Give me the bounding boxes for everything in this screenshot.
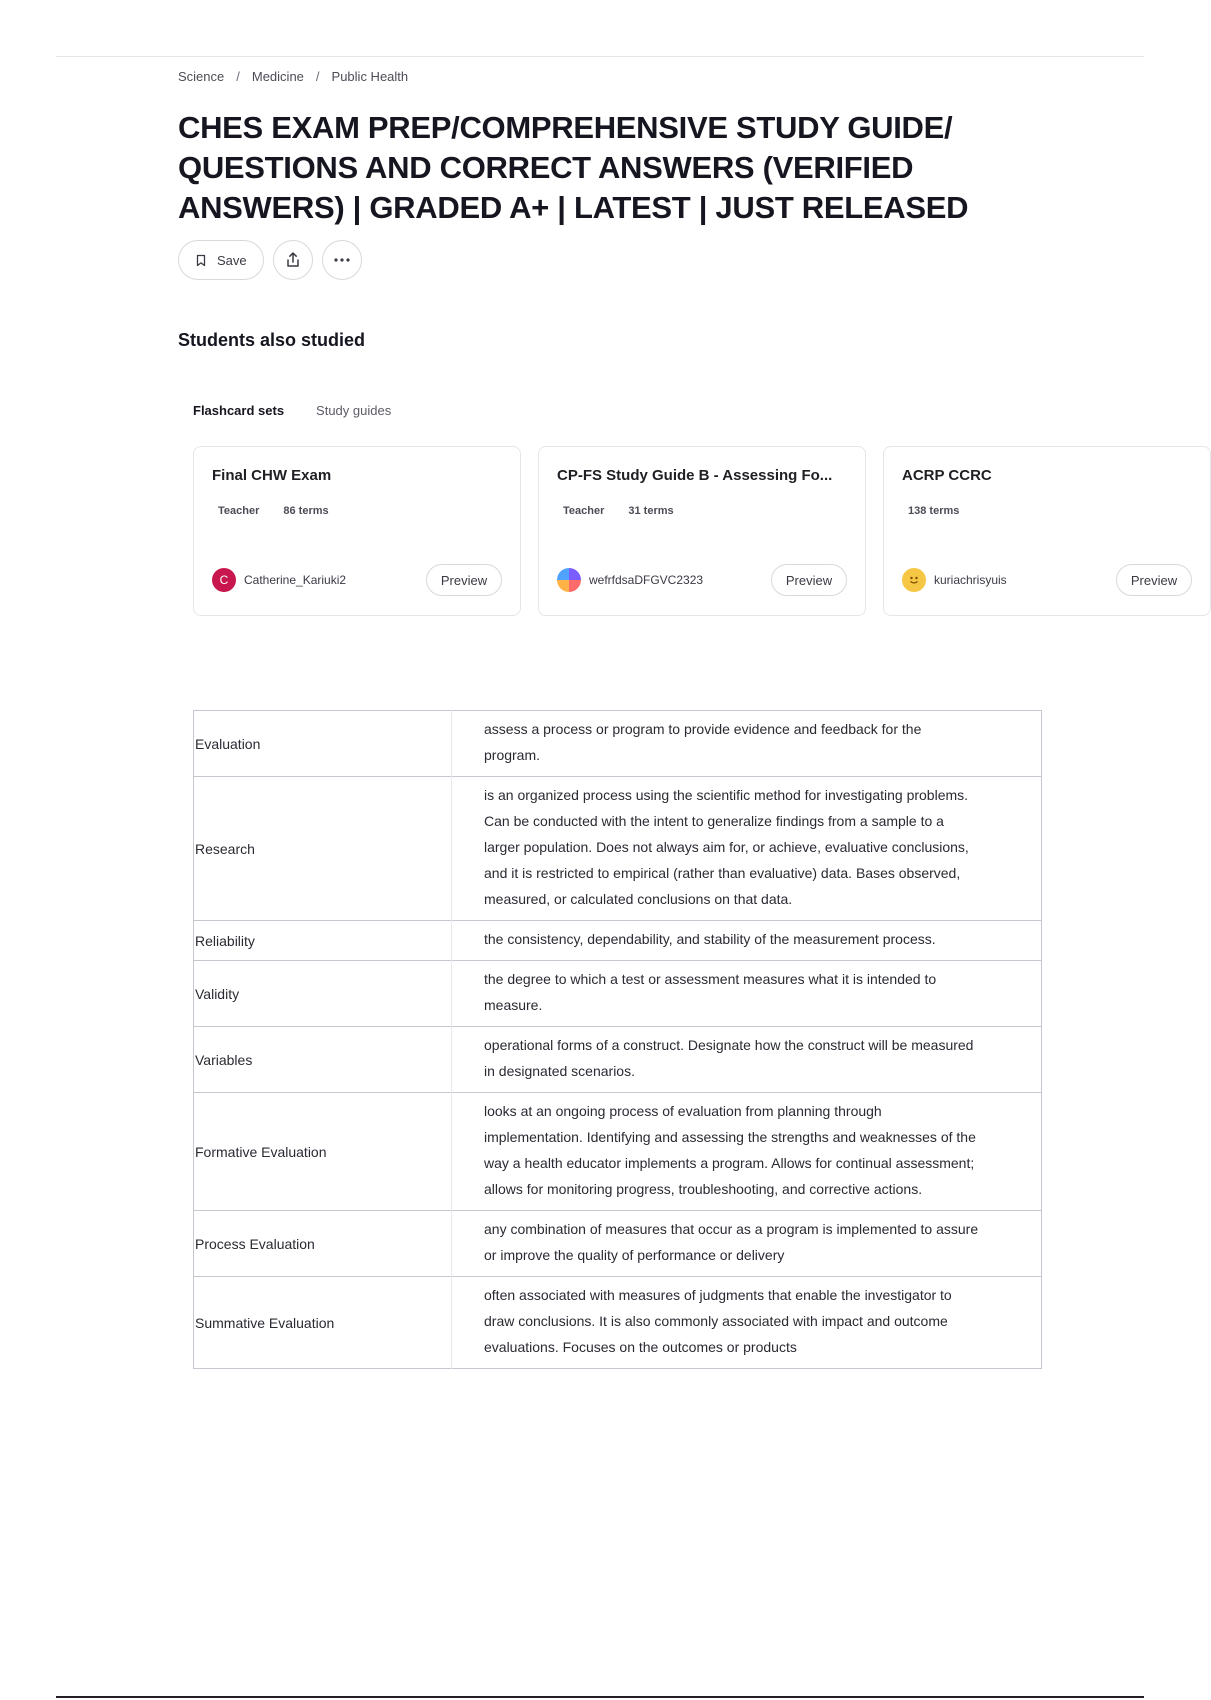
term-cell: Reliability <box>194 921 452 961</box>
card-author[interactable]: kuriachrisyuis <box>934 573 1007 587</box>
preview-button[interactable]: Preview <box>426 564 502 596</box>
term-count: 86 terms <box>283 505 329 517</box>
flashcard-set-card[interactable] <box>883 446 1211 616</box>
share-button[interactable] <box>273 240 313 280</box>
students-also-studied-heading: Students also studied <box>178 330 366 350</box>
preview-button[interactable]: Preview <box>1116 564 1192 596</box>
card-author[interactable]: wefrfdsaDFGVC2323 <box>589 573 704 587</box>
action-bar <box>178 240 1038 280</box>
table-row <box>194 961 1042 1027</box>
table-row <box>194 1093 1042 1211</box>
teacher-badge: Teacher <box>563 505 605 517</box>
definition-cell: is an organized process using the scientific method for investigating problems. Can be conducted with the intent to generalize findings from a sample to a larger population. Does not always aim for, or achieve, evaluative conclusions, and it is restricted to empirical (rather than evaluative) data. Bases observed, measured, or calculated conclusions on that data. <box>452 777 1042 921</box>
term-cell: Validity <box>194 961 452 1027</box>
breadcrumb <box>178 66 1038 86</box>
definition-cell: assess a process or program to provide evidence and feedback for the program. <box>484 721 922 763</box>
save-button[interactable] <box>178 240 264 280</box>
definition-cell: any combination of measures that occur as a program is implemented to assure or improve the quality of performance or delivery <box>452 1211 1042 1277</box>
term-cell: Formative Evaluation <box>194 1093 452 1211</box>
definition-cell: often associated with measures of judgments that enable the investigator to draw conclusions. It is also commonly associated with impact and outcome evaluations. Focuses on the outcomes or products <box>452 1277 1042 1369</box>
card-footer <box>212 563 502 597</box>
definition-cell: looks at an ongoing process of evaluation from planning through implementation. Identifying and assessing the strengths and weaknesses of the way a health educator implements a program. Allows for continual assessment; allows for monitoring progress, troubleshooting, and corrective actions. <box>452 1093 1042 1211</box>
term-cell: Summative Evaluation <box>194 1277 452 1369</box>
tab-study-guides[interactable]: Study guides <box>316 402 392 418</box>
breadcrumb-public-health[interactable]: Public Health <box>331 68 409 84</box>
breadcrumb-medicine[interactable]: Medicine <box>251 68 304 84</box>
term-count: 138 terms <box>908 505 960 517</box>
card-author[interactable]: Catherine_Kariuki2 <box>244 573 347 587</box>
table-row <box>194 1027 1042 1093</box>
main-content <box>178 66 1178 618</box>
more-horizontal-icon <box>333 257 351 263</box>
terms-table <box>193 710 1042 1369</box>
term-cell: Evaluation <box>194 711 452 777</box>
card-meta <box>557 505 847 519</box>
table-row <box>194 1277 1042 1369</box>
smiley-icon <box>906 572 922 588</box>
content-type-tabs <box>178 400 1038 420</box>
card-title: CP-FS Study Guide B - Assessing Fo... <box>557 467 833 484</box>
term-cell: Process Evaluation <box>194 1211 452 1277</box>
flashcard-set-card[interactable] <box>193 446 521 616</box>
breadcrumb-separator: / <box>236 68 240 84</box>
term-cell: Variables <box>194 1027 452 1093</box>
flashcard-set-card[interactable] <box>538 446 866 616</box>
bookmark-icon <box>195 254 207 267</box>
preview-button[interactable]: Preview <box>771 564 847 596</box>
save-label: Save <box>217 252 247 268</box>
card-footer <box>902 563 1192 597</box>
table-row <box>194 1211 1042 1277</box>
page-title: CHES EXAM PREP/COMPREHENSIVE STUDY GUIDE/ QUESTIONS AND CORRECT ANSWERS (VERIFIED ANSWERS) | GRADED A+ | LATEST | JUST RELEASED <box>178 110 969 225</box>
more-options-button[interactable] <box>322 240 362 280</box>
avatar: C <box>212 568 236 592</box>
avatar <box>902 568 926 592</box>
bottom-divider <box>56 1696 1144 1698</box>
definition-cell: the consistency, dependability, and stability of the measurement process. <box>452 921 1042 961</box>
definition-cell: the degree to which a test or assessment measures what it is intended to measure. <box>452 961 1042 1027</box>
share-icon <box>284 251 302 269</box>
table-row <box>194 711 1042 777</box>
card-title: ACRP CCRC <box>902 467 992 484</box>
table-row <box>194 921 1042 961</box>
avatar <box>557 568 581 592</box>
table-row <box>194 777 1042 921</box>
breadcrumb-separator: / <box>315 68 320 84</box>
breadcrumb-science[interactable]: Science <box>178 68 225 84</box>
term-cell: Research <box>194 777 452 921</box>
card-meta <box>212 505 502 519</box>
cards-carousel <box>193 446 1178 618</box>
definition-cell: operational forms of a construct. Designate how the construct will be measured in designated scenarios. <box>452 1027 1042 1093</box>
tab-flashcard-sets[interactable]: Flashcard sets <box>193 402 285 418</box>
term-count: 31 terms <box>628 505 674 517</box>
card-meta <box>902 505 1192 519</box>
card-footer <box>557 563 847 597</box>
teacher-badge: Teacher <box>218 505 260 517</box>
card-title: Final CHW Exam <box>212 467 332 484</box>
top-divider <box>56 56 1144 57</box>
